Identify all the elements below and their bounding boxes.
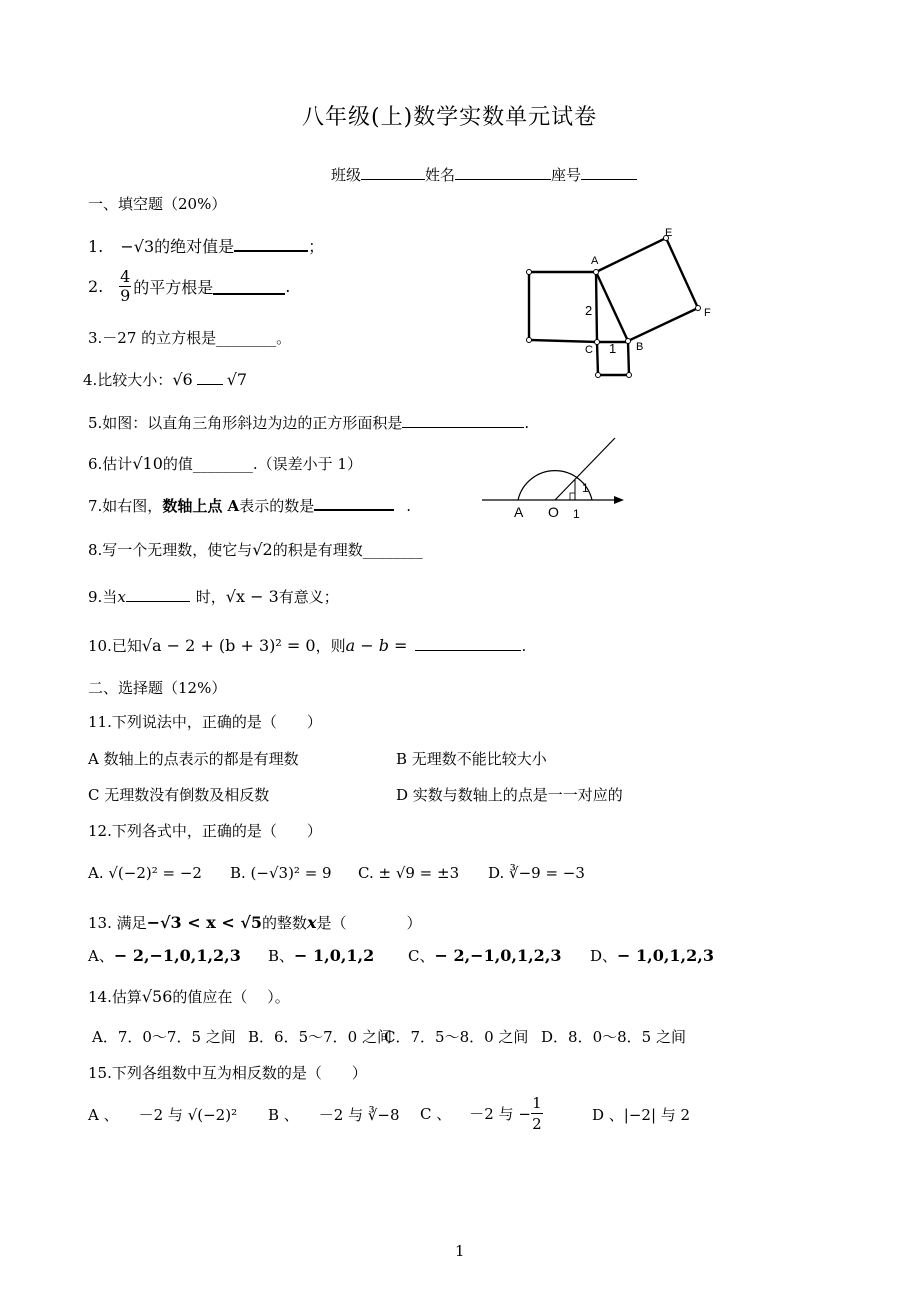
arc — [518, 471, 592, 500]
question-5: 5.如图：以直角三角形斜边为边的正方形面积是 . — [88, 414, 530, 432]
label-e: E — [665, 227, 673, 239]
student-info-line — [331, 164, 637, 185]
q9-answer-field[interactable] — [126, 587, 190, 602]
q4-right: √7 — [226, 370, 248, 389]
question-15: 15.下列各组数中互为相反数的是（ ） — [88, 1064, 367, 1082]
q15-option-a[interactable]: A 、 －2 与 √(−2)² — [88, 1106, 238, 1124]
q15-option-c[interactable]: C 、 －2 与 − 1 2 — [420, 1094, 542, 1133]
q9-expr: √x − 3 — [225, 587, 279, 606]
q14-expr: √56 — [141, 987, 173, 1006]
q2-fraction: 4 9 — [120, 267, 131, 305]
q14-option-a[interactable]: A．7．0～7．5 之间 — [92, 1028, 236, 1046]
q11-option-b[interactable]: B 无理数不能比较大小 — [396, 750, 547, 768]
question-9: 9.当x 时，√x − 3有意义； — [88, 587, 339, 606]
label-a: A — [591, 255, 599, 267]
question-10: 10.已知√a − 2 + (b + 3)² = 0，则a − b = . — [88, 636, 527, 655]
label-unit-1: 1 — [573, 507, 580, 521]
q12-option-c[interactable]: C. ± √9 = ±3 — [358, 864, 460, 882]
number-line-figure — [478, 434, 638, 524]
q11-option-c[interactable]: C 无理数没有倒数及相反数 — [88, 786, 270, 804]
label-height-1: 1 — [582, 481, 589, 495]
question-8: 8.写一个无理数，使它与√2的积是有理数________ — [88, 540, 423, 559]
axis-arrow-icon — [614, 496, 624, 504]
q13-option-d[interactable]: D、− 1,0,1,2,3 — [590, 946, 714, 965]
label-o: O — [548, 504, 559, 520]
q15-option-d[interactable]: D 、|−2| 与 2 — [592, 1106, 691, 1124]
q1-expr: −√3 — [120, 237, 155, 256]
question-13: 13. 满足−√3 < x < √5的整数x是（ ） — [88, 913, 422, 932]
question-2: 2. 4 9 的平方根是 . — [88, 267, 291, 305]
q12-option-d[interactable]: D. ∛−9 = −3 — [488, 864, 585, 882]
question-11: 11.下列说法中，正确的是（ ） — [88, 713, 322, 731]
q13-option-a[interactable]: A、− 2,−1,0,1,2,3 — [88, 946, 241, 965]
label-b: B — [636, 341, 644, 353]
name-label: 姓名 — [425, 166, 456, 184]
section1-heading: 一、填空题（20%） — [88, 195, 227, 213]
q14-option-d[interactable]: D．8．0～8．5 之间 — [541, 1028, 686, 1046]
q15-option-b[interactable]: B 、 －2 与 ∛−8 — [268, 1106, 400, 1124]
q14-option-c[interactable]: C．7．5～8．0 之间 — [384, 1028, 529, 1046]
q4-answer-field[interactable] — [197, 370, 223, 385]
seat-field[interactable] — [581, 165, 637, 180]
q7-answer-field[interactable] — [314, 495, 394, 511]
question-7: 7.如右图，数轴上点 A表示的数是 . — [88, 497, 411, 515]
q15-c-fraction: 1 2 — [532, 1094, 542, 1133]
q6-expr: √10 — [132, 454, 163, 473]
name-field[interactable] — [455, 165, 551, 180]
right-angle-mark — [570, 493, 575, 500]
class-field[interactable] — [361, 165, 425, 180]
pythagoras-figure — [520, 222, 720, 384]
q4-left: √6 — [172, 370, 193, 389]
page-number: 1 — [455, 1242, 465, 1260]
page-title: 八年级(上)数学实数单元试卷 — [302, 105, 598, 130]
seat-label: 座号 — [551, 166, 582, 184]
q10-expr: √a − 2 + (b + 3)² = 0 — [141, 636, 316, 655]
question-12: 12.下列各式中，正确的是（ ） — [88, 822, 322, 840]
question-14: 14.估算√56的值应在（ ）。 — [88, 987, 290, 1006]
q13-option-c[interactable]: C、− 2,−1,0,1,2,3 — [408, 946, 562, 965]
q12-option-b[interactable]: B. (−√3)² = 9 — [230, 864, 332, 882]
q11-option-a[interactable]: A 数轴上的点表示的都是有理数 — [88, 750, 299, 768]
label-f: F — [704, 307, 711, 319]
square-hypotenuse — [596, 238, 698, 341]
q14-option-b[interactable]: B．6．5～7．0 之间 — [248, 1028, 392, 1046]
q2-answer-field[interactable] — [213, 279, 285, 295]
q10-answer-field[interactable] — [415, 636, 521, 651]
q12-option-a[interactable]: A. √(−2)² = −2 — [88, 864, 202, 882]
label-c: C — [585, 344, 593, 356]
q8-expr: √2 — [252, 540, 273, 559]
question-4: 4.比较大小：√6 √7 — [83, 370, 248, 389]
section2-heading: 二、选择题（12%） — [88, 679, 227, 697]
question-3: 3.－27 的立方根是________。 — [88, 329, 292, 347]
question-6: 6.估计√10的值________.（误差小于 1） — [88, 454, 362, 473]
question-1: 1. −√3的绝对值是 ； — [88, 237, 325, 256]
label-side-1: 1 — [609, 341, 617, 356]
label-a: A — [514, 504, 524, 520]
class-label: 班级 — [331, 166, 362, 184]
q11-option-d[interactable]: D 实数与数轴上的点是一一对应的 — [396, 786, 623, 804]
q13-option-b[interactable]: B、− 1,0,1,2 — [268, 946, 375, 965]
q5-answer-field[interactable] — [402, 413, 524, 428]
q13-inequality: −√3 < x < √5 — [146, 913, 262, 932]
label-side-2: 2 — [585, 303, 593, 318]
q1-answer-field[interactable] — [234, 236, 308, 252]
